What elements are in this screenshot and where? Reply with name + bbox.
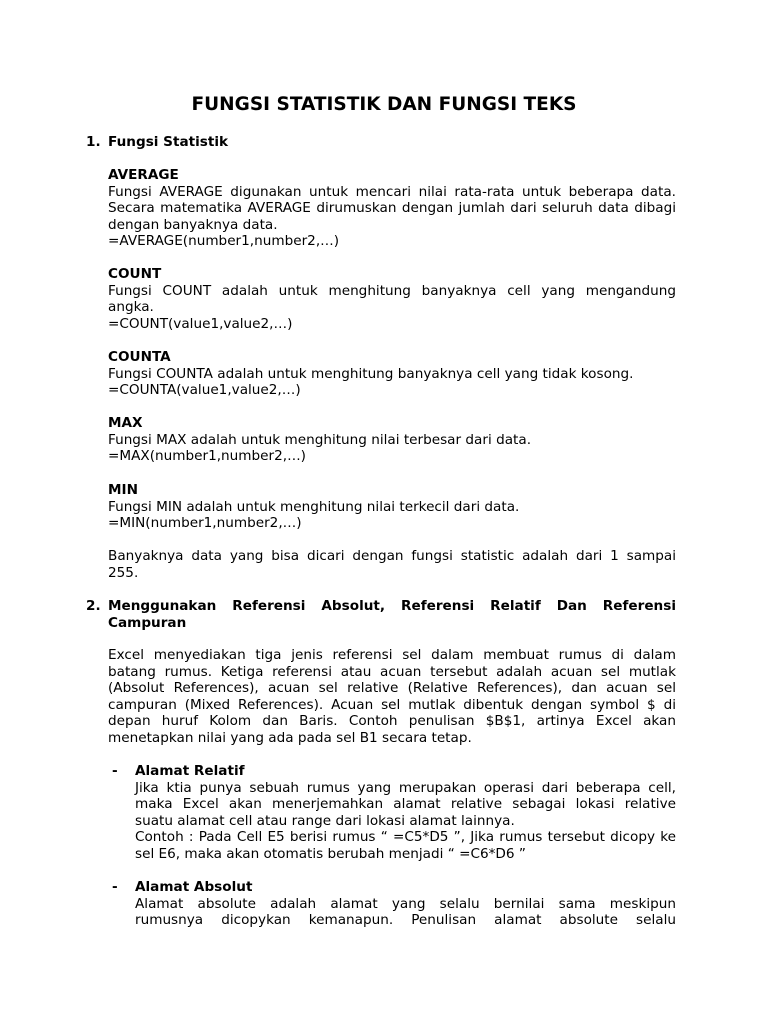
intro-line: depan huruf Kolom dan Baris. Contoh penulisan $B$1, artinya Excel akan [108, 713, 676, 729]
description-line: Fungsi MAX adalah untuk menghitung nilai terbesar dari data. [108, 431, 532, 448]
formula-syntax: =AVERAGE(number1,number2,…) [108, 233, 340, 249]
intro-line: Excel menyediakan tiga jenis referensi sel dalam membuat rumus di dalam [108, 647, 676, 663]
section2-heading: Menggunakan Referensi Absolut, Referensi Relatif Dan Referensi [108, 598, 676, 614]
average-block [108, 167, 676, 250]
note-line: Banyaknya data yang bisa dicari dengan fungsi statistic adalah dari 1 sampai [108, 548, 676, 564]
description-line: Secara matematika AVERAGE dirumuskan dengan jumlah dari seluruh data dibagi [108, 200, 676, 216]
bullet-line: suatu alamat cell atau range dari lokasi alamat lainnya. [135, 812, 515, 829]
bullet-line: maka Excel akan menerjemahkan alamat relative sebagai lokasi relative [135, 796, 676, 812]
section2-heading-block [108, 598, 676, 631]
section1-heading: Fungsi Statistik [108, 134, 229, 150]
intro-line: (Absolut References), acuan sel relative (Relative References), dan acuan sel [108, 680, 676, 696]
bullet-line: Jika ktia punya sebuah rumus yang merupakan operasi dari beberapa cell, [135, 779, 676, 796]
counta-block [108, 349, 676, 399]
description-line: angka. [108, 299, 154, 315]
formula-syntax: =MIN(number1,number2,…) [108, 515, 302, 531]
alamat-relatif-block [135, 763, 676, 862]
alamat-absolut-block [135, 879, 676, 929]
min-block [108, 482, 676, 532]
description-line: Fungsi AVERAGE digunakan untuk mencari nilai rata-rata untuk beberapa data. [108, 183, 676, 200]
description-line: Fungsi MIN adalah untuk menghitung nilai terkecil dari data. [108, 498, 520, 515]
function-name: AVERAGE [108, 167, 179, 183]
section1-number: 1. [86, 134, 101, 150]
description-line: Fungsi COUNT adalah untuk menghitung banyaknya cell yang mengandung [108, 282, 676, 299]
section2-number: 2. [86, 598, 101, 614]
description-line: dengan banyaknya data. [108, 216, 278, 233]
bullet-marker: - [112, 879, 118, 895]
function-name: MIN [108, 482, 138, 498]
formula-syntax: =MAX(number1,number2,…) [108, 448, 306, 464]
intro-line: campuran (Mixed References). Acuan sel mutlak dibentuk dengan symbol $ di [108, 696, 676, 713]
bullet-line: Alamat absolute adalah alamat yang selalu bernilai sama meskipun [135, 895, 676, 912]
intro-line: batang rumus. Ketiga referensi atau acuan tersebut adalah acuan sel mutlak [108, 663, 676, 680]
formula-syntax: =COUNT(value1,value2,…) [108, 315, 293, 332]
count-block [108, 266, 676, 332]
bullet-marker: - [112, 763, 118, 779]
document-title: FUNGSI STATISTIK DAN FUNGSI TEKS [191, 94, 577, 115]
intro-line: menetapkan nilai yang ada pada sel B1 secara tetap. [108, 729, 472, 746]
function-name: MAX [108, 415, 143, 431]
section1-heading-block [108, 134, 676, 151]
bullet-line: sel E6, maka akan otomatis berubah menjadi “ =C6*D6 ” [135, 845, 526, 862]
bullet-line: rumusnya dicopykan kemanapun. Penulisan alamat absolute selalu [135, 912, 676, 928]
note-line: 255. [108, 564, 139, 581]
formula-syntax: =COUNTA(value1,value2,…) [108, 382, 301, 398]
section2-intro [108, 647, 676, 746]
function-name: COUNT [108, 266, 162, 282]
bullet-heading: Alamat Relatif [135, 763, 245, 779]
section2-heading: Campuran [108, 614, 187, 631]
statistic-note [108, 548, 676, 581]
max-block [108, 415, 676, 465]
bullet-line: Contoh : Pada Cell E5 berisi rumus “ =C5*D5 ”, Jika rumus tersebut dicopy ke [135, 829, 676, 845]
description-line: Fungsi COUNTA adalah untuk menghitung banyaknya cell yang tidak kosong. [108, 365, 634, 382]
bullet-heading: Alamat Absolut [135, 879, 253, 895]
function-name: COUNTA [108, 349, 171, 365]
